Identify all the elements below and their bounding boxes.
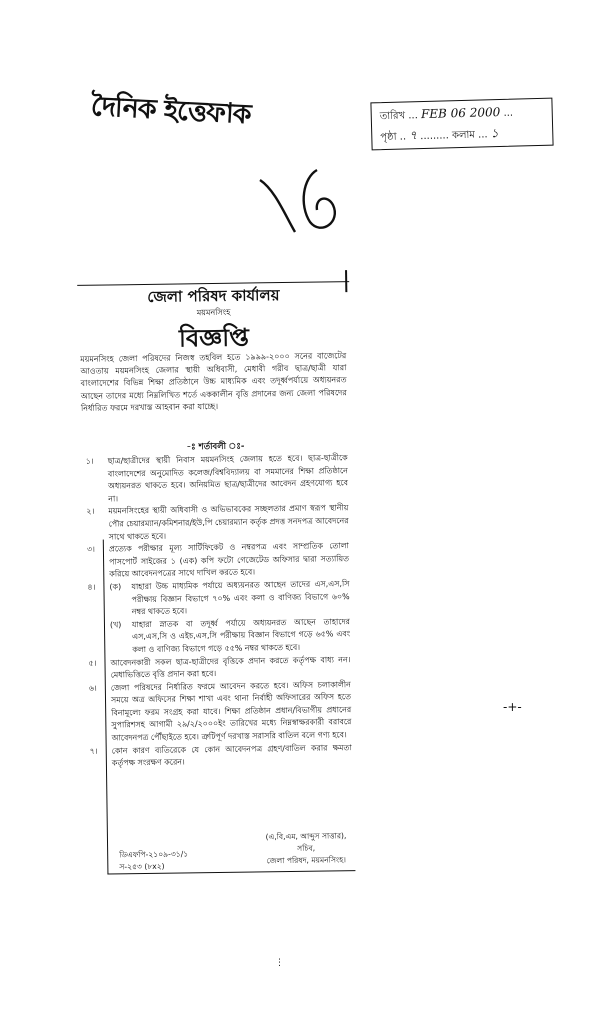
notice-office: জেলা পরিষদ কার্যালয় — [147, 286, 280, 306]
condition-item — [87, 578, 350, 657]
condition-number: ৩। — [86, 544, 95, 554]
condition-item — [90, 742, 352, 771]
condition-text: জেলা পরিষদের নির্ধারিত ফরমে আবেদন করতে হবে। অফিস চলাকালীন সময়ে অত্র অফিসের শিক্ষা শাখা এবং থানা নির্বাহী অফিসারের অফিস হতে বিনামূল্যে ফরম সংগ্রহ করা যাবে। শিক্ষা প্রতিষ্ঠান প্রধান/বিভাগীয় প্রধানের সুপারিশসহ আগামী ২৯/২/২০০০ইং তারিখের মধ্যে নিম্নস্বাক্ষরকারী বরাবরে আবেদনপত্র পৌঁছাইতে হবে। ত্রুটিপূর্ণ দরখাস্ত সরাসরি বাতিল বলে গণ্য হবে। — [110, 679, 352, 743]
stamp-column-label: কলাম — [451, 129, 476, 142]
condition-number: ৪। — [87, 582, 96, 592]
stamp-page-row: পৃষ্ঠা .. ৭ ......... কলাম ... ১ — [380, 126, 499, 144]
condition-text: ছাত্র/ছাত্রীদের স্থায়ী নিবাস ময়মনসিংহ জেলায় হতে হবে। ছাত্র-ছাত্রীকে বাংলাদেশের অনুমোদিত কলেজ/বিশ্ববিদ্যালয় বা সমমানের শিক্ষা প্রতিষ্ঠানে অধ্যয়নরত থাকতে হবে। অনিয়মিত ছাত্র/ছাত্রীদের আবেদন গ্রহণযোগ্য হবে না। — [107, 453, 349, 504]
notice-intro: ময়মনসিংহ জেলা পরিষদের নিজস্ব তহবিল হতে ১৯৯৯-২০০০ সনের বাজেটের আওতায় ময়মনসিংহ জেলার স্থায়ী অধিবাসী, মেধাবী গরীব ছাত্র/ছাত্রী যারা বাংলাদেশের বিভিন্ন শিক্ষা প্রতিষ্ঠানে উচ্চ মাধ্যমিক এবং তদূর্ধ্বপর্যায়ে অধ্যয়নরত আছেন তাদের মধ্যে নিম্নলিখিত শর্তে এককালীন বৃত্তি প্রদানের জন্য জেলা পরিষদের নির্ধারিত ফরমে দরখাস্ত আহবান করা যাচ্ছে। — [80, 351, 347, 413]
newspaper-clipping — [77, 266, 358, 884]
subitem-number: (ক) — [109, 582, 122, 592]
condition-number: ২। — [86, 507, 95, 517]
signatory-block — [255, 830, 357, 867]
notice-heading: বিজ্ঞপ্তি — [178, 323, 250, 353]
handwritten-scribble — [255, 160, 345, 240]
subitem-text: যাহারা স্নাতক বা তদূর্ধ্ব পর্যায়ে অধ্যয়নরত আছেন তাহাদের এস,এস,সি ও এইচ,এস,সি পরীক্ষায় বিজ্ঞান বিভাগে গড়ে ৬৫% এবং কলা ও বাণিজ্য বিভাগে গড়ে ৫৫% নম্বর থাকতে হবে। — [131, 616, 351, 655]
condition-item — [86, 452, 349, 506]
stamp-page-value: ৭ — [409, 128, 418, 143]
condition-item — [88, 654, 350, 683]
condition-subitem — [109, 578, 350, 619]
stamp-column-value: ১ — [490, 126, 499, 141]
subitem-number: (খ) — [109, 620, 122, 630]
condition-text: কোন কারণ ব্যতিরেকে যে কোন আবেদনপত্র গ্রহণ/বাতিল করার ক্ষমতা কর্তৃপক্ষ সংরক্ষণ করেন। — [111, 742, 352, 768]
condition-text: আবেদনকারী সকল ছাত্র-ছাত্রীদের বৃত্তিকে প্রদান করতে কর্তৃপক্ষ বাধ্য নন। মেধাভিত্তিতে বৃত্তি প্রদান করা হবে। — [110, 654, 351, 680]
stamp-date-label: তারিখ — [379, 110, 406, 123]
stray-mark: -+- — [503, 700, 522, 714]
newspaper-masthead: দৈনিক ইত্তেফাক — [90, 90, 252, 131]
signatory-office: জেলা পরিষদ, ময়মনসিংহ। — [266, 855, 346, 866]
notice-city: ময়মনসিংহ — [196, 307, 231, 318]
stray-dot: ⋮ — [275, 958, 284, 968]
condition-text: ময়মনসিংহের স্থায়ী অধিবাসী ও অভিভাবকের সচ্ছলতার প্রমাণ স্বরূপ স্থানীয় পৌর চেয়ারম্যান/কমিশনার/ইউ,পি চেয়ারম্যান কর্তৃক প্রদত্ত সনদপত্র আবেদনের সাথে থাকতে হবে। — [108, 503, 349, 542]
date-stamp — [370, 98, 553, 151]
reference-line: স-২৫৩ (৮x২) — [119, 861, 165, 871]
condition-item — [86, 503, 349, 544]
reference-numbers — [119, 848, 188, 872]
stamp-date-row: তারিখ ... FEB 06 2000 ... — [379, 104, 514, 123]
condition-subitem — [110, 616, 351, 657]
condition-number: ৬। — [88, 683, 97, 693]
condition-number: ৭। — [89, 746, 98, 756]
signatory-name: (এ,বি,এম, আব্দুস সাত্তার), — [265, 831, 347, 842]
signatory-title: সচিব, — [297, 843, 316, 853]
reference-line: ডিএফপি-২১০৯-৩১/১ — [119, 849, 189, 860]
condition-number: ১। — [85, 456, 94, 466]
stamp-page-label: পৃষ্ঠা — [380, 131, 397, 144]
condition-text: প্রত্যেক পরীক্ষার মূল্য সার্টিফিকেট ও নম্বরপত্র এবং সাম্প্রতিক তোলা পাসপোর্ট সাইজের ১ (এক) কপি ফটো গেজেটেড অফিসার দ্বারা সত্যায়িত করিয়ে আবেদনপত্রের সাথে দাখিল করতে হবে। — [108, 541, 350, 579]
terms-heading: -ঃ শর্তাবলী ঃ- — [186, 441, 245, 453]
stamp-date-value: FEB 06 2000 — [420, 104, 501, 122]
conditions-list — [86, 452, 352, 770]
condition-number: ৫। — [88, 658, 97, 668]
condition-item — [87, 540, 350, 581]
condition-item — [89, 679, 352, 746]
subitem-text: যাহারা উচ্চ মাধ্যমিক পর্যায়ে অধ্যয়নরত আছেন তাদের এস,এস,সি পরীক্ষায় বিজ্ঞান বিভাগে ৭০% এবং কলা ও বাণিজ্য বিভাগে ৬০% নম্বর থাকতে হবে। — [131, 579, 350, 617]
